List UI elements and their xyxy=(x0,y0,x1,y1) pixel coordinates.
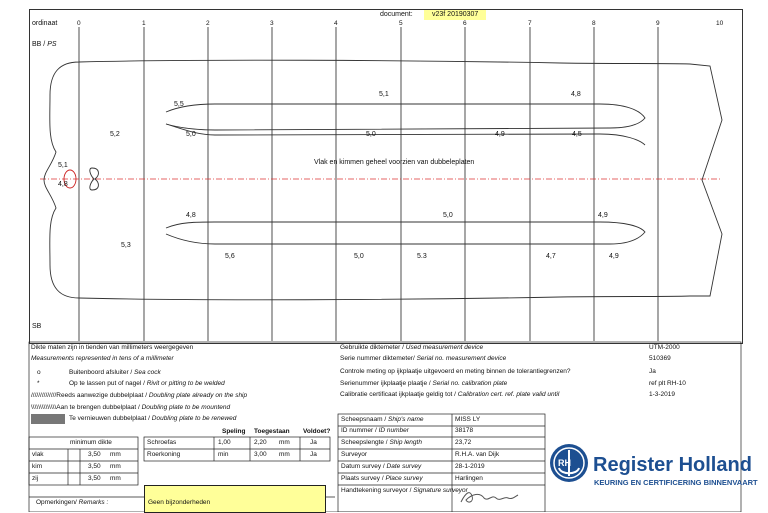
tol-name: Roerkoning xyxy=(147,451,181,458)
legend-symbol: o xyxy=(37,369,41,376)
reading: 5,0 xyxy=(354,253,364,260)
device-row-label: Gebruikte diktemeter / Used measurement device xyxy=(340,344,484,351)
tol-toegestaan: 3,00 xyxy=(254,451,267,458)
device-row-value: UTM-2000 xyxy=(649,344,680,351)
tol-toegestaan: 2,20 xyxy=(254,439,267,446)
reading: 4,8 xyxy=(186,212,196,219)
tol-header-toegestaan: Toegestaan xyxy=(254,428,290,435)
device-row-label: Controle meting op ijkplaatje uitgevoerd en meting binnen de tolerantiegrenzen? xyxy=(340,368,571,375)
logo-title: Register Holland xyxy=(593,454,752,476)
legend-item: Op te lassen put of nagel / Rivit or pitting to be welded xyxy=(69,380,225,387)
ordinate-label: 5 xyxy=(399,20,403,27)
ship-row-label: Handtekening surveyor / Signature surveyor xyxy=(341,487,468,494)
tol-unit: mm xyxy=(279,439,290,446)
tol-voldoet: Ja xyxy=(310,451,317,458)
device-row-value: Ja xyxy=(649,368,656,375)
device-row-value: 510369 xyxy=(649,355,671,362)
min-row-unit: mm xyxy=(110,475,121,482)
reading: 4,8 xyxy=(58,181,68,188)
min-row-value: 3,50 xyxy=(88,463,101,470)
document-value: v23f 20190307 xyxy=(424,10,486,20)
sb-label: SB xyxy=(32,323,42,330)
reading: 5,0 xyxy=(366,131,376,138)
reading: 4,7 xyxy=(546,253,556,260)
reading: 5,0 xyxy=(443,212,453,219)
reading: 5,5 xyxy=(174,101,184,108)
min-row-name: vlak xyxy=(32,451,44,458)
legend-item: Buitenboord afsluiter / Sea cock xyxy=(69,369,161,376)
tol-speling: 1,00 xyxy=(218,439,231,446)
tol-header-voldoet: Voldoet? xyxy=(303,428,331,435)
legend-symbol: * xyxy=(37,380,40,387)
reading: 4,9 xyxy=(598,212,608,219)
ship-row-value: 23,72 xyxy=(455,439,472,446)
legend-item: Te vernieuwen dubbelplaat / Doubling plate to be renewed xyxy=(69,415,237,422)
logo-subtitle: KEURING EN CERTIFICERING BINNENVAART xyxy=(594,478,758,487)
legend-item: \\\\\\\\\\\\\\Aan te brengen dubbelplaat / Doubling plate to be mountend xyxy=(31,404,231,411)
tol-unit: mm xyxy=(279,451,290,458)
center-note: Vlak en kimmen geheel voorzien van dubbeleplaten xyxy=(314,159,475,166)
ordinate-label: 3 xyxy=(270,20,274,27)
min-row-unit: mm xyxy=(110,451,121,458)
ordinate-label: 0 xyxy=(77,20,81,27)
ship-row-label: Scheepslengte / Ship length xyxy=(341,439,422,446)
ship-row-value: Harlingen xyxy=(455,475,483,482)
reading: 5,6 xyxy=(225,253,235,260)
reading: 4,9 xyxy=(609,253,619,260)
bb-label: BB / PS xyxy=(32,41,57,48)
logo-badge-text: RH xyxy=(558,458,571,468)
remarks-label: Opmerkingen/ Remarks : xyxy=(36,499,109,506)
ordinate-label: 4 xyxy=(334,20,338,27)
device-row-value: 1-3-2019 xyxy=(649,391,676,398)
min-row-value: 3,50 xyxy=(88,475,101,482)
remarks-value: Geen bijzonderheden xyxy=(148,499,211,506)
ship-row-value: MISS LY xyxy=(455,416,481,423)
min-row-unit: mm xyxy=(110,463,121,470)
ship-row-label: ID nummer / ID number xyxy=(341,427,409,434)
reading: 4,5 xyxy=(572,131,582,138)
reading: 5,2 xyxy=(110,131,120,138)
legend-line1: Dikte maten zijn in tienden van millimeters weergegeven xyxy=(31,344,194,351)
tol-header-speling: Speling xyxy=(222,428,246,435)
min-row-value: 3,50 xyxy=(88,451,101,458)
register-holland-logo xyxy=(548,440,758,492)
reading: 4,9 xyxy=(495,131,505,138)
reading: 4,8 xyxy=(571,91,581,98)
min-thickness-header: minimum dikte xyxy=(70,439,112,446)
ordinate-label: 1 xyxy=(142,20,146,27)
ship-row-label: Plaats survey / Place survey xyxy=(341,475,423,482)
ordinaat-label: ordinaat xyxy=(32,20,58,27)
anchor-badge-icon xyxy=(548,442,590,484)
tol-name: Schroefas xyxy=(147,439,177,446)
reading: 5,3 xyxy=(121,242,131,249)
ship-row-label: Surveyor xyxy=(341,451,368,458)
ship-row-value: R.H.A. van Dijk xyxy=(455,451,500,458)
ordinate-label: 7 xyxy=(528,20,532,27)
reading: 5,1 xyxy=(379,91,389,98)
min-row-name: kim xyxy=(32,463,43,470)
ordinate-label: 10 xyxy=(716,20,724,27)
device-row-label: Serie nummer diktemeter/ Serial no. measurement device xyxy=(340,355,507,362)
min-row-name: zij xyxy=(32,475,39,482)
ordinate-label: 2 xyxy=(206,20,210,27)
reading: 5.3 xyxy=(417,253,427,260)
tol-speling: min xyxy=(218,451,229,458)
device-row-value: ref plt RH-10 xyxy=(649,380,686,387)
tol-voldoet: Ja xyxy=(310,439,317,446)
reading: 5,0 xyxy=(186,131,196,138)
ship-row-value: 38178 xyxy=(455,427,474,434)
ship-row-label: Scheepsnaam / Ship's name xyxy=(341,416,424,423)
ordinate-label: 8 xyxy=(592,20,596,27)
device-row-label: Serienummer ijkplaatje plaatje / Serial no. calibration plate xyxy=(340,380,508,387)
reading: 5,1 xyxy=(58,162,68,169)
ordinate-label: 6 xyxy=(463,20,467,27)
ordinate-label: 9 xyxy=(656,20,660,27)
ship-row-label: Datum survey / Date survey xyxy=(341,463,422,470)
legend-item: //////////////Reeds aanwezige dubbelplaat / Doubling plate already on the ship xyxy=(31,392,248,399)
document-label: document: xyxy=(380,11,413,18)
legend-line2: Measurements represented in tens of a millimeter xyxy=(31,355,174,362)
ship-row-value: 28-1-2019 xyxy=(455,463,485,470)
device-row-label: Calibratie certificaat ijkplaatje geldig tot / Calibration cert. ref. plate valid until xyxy=(340,391,560,398)
signature-mark xyxy=(458,486,520,508)
